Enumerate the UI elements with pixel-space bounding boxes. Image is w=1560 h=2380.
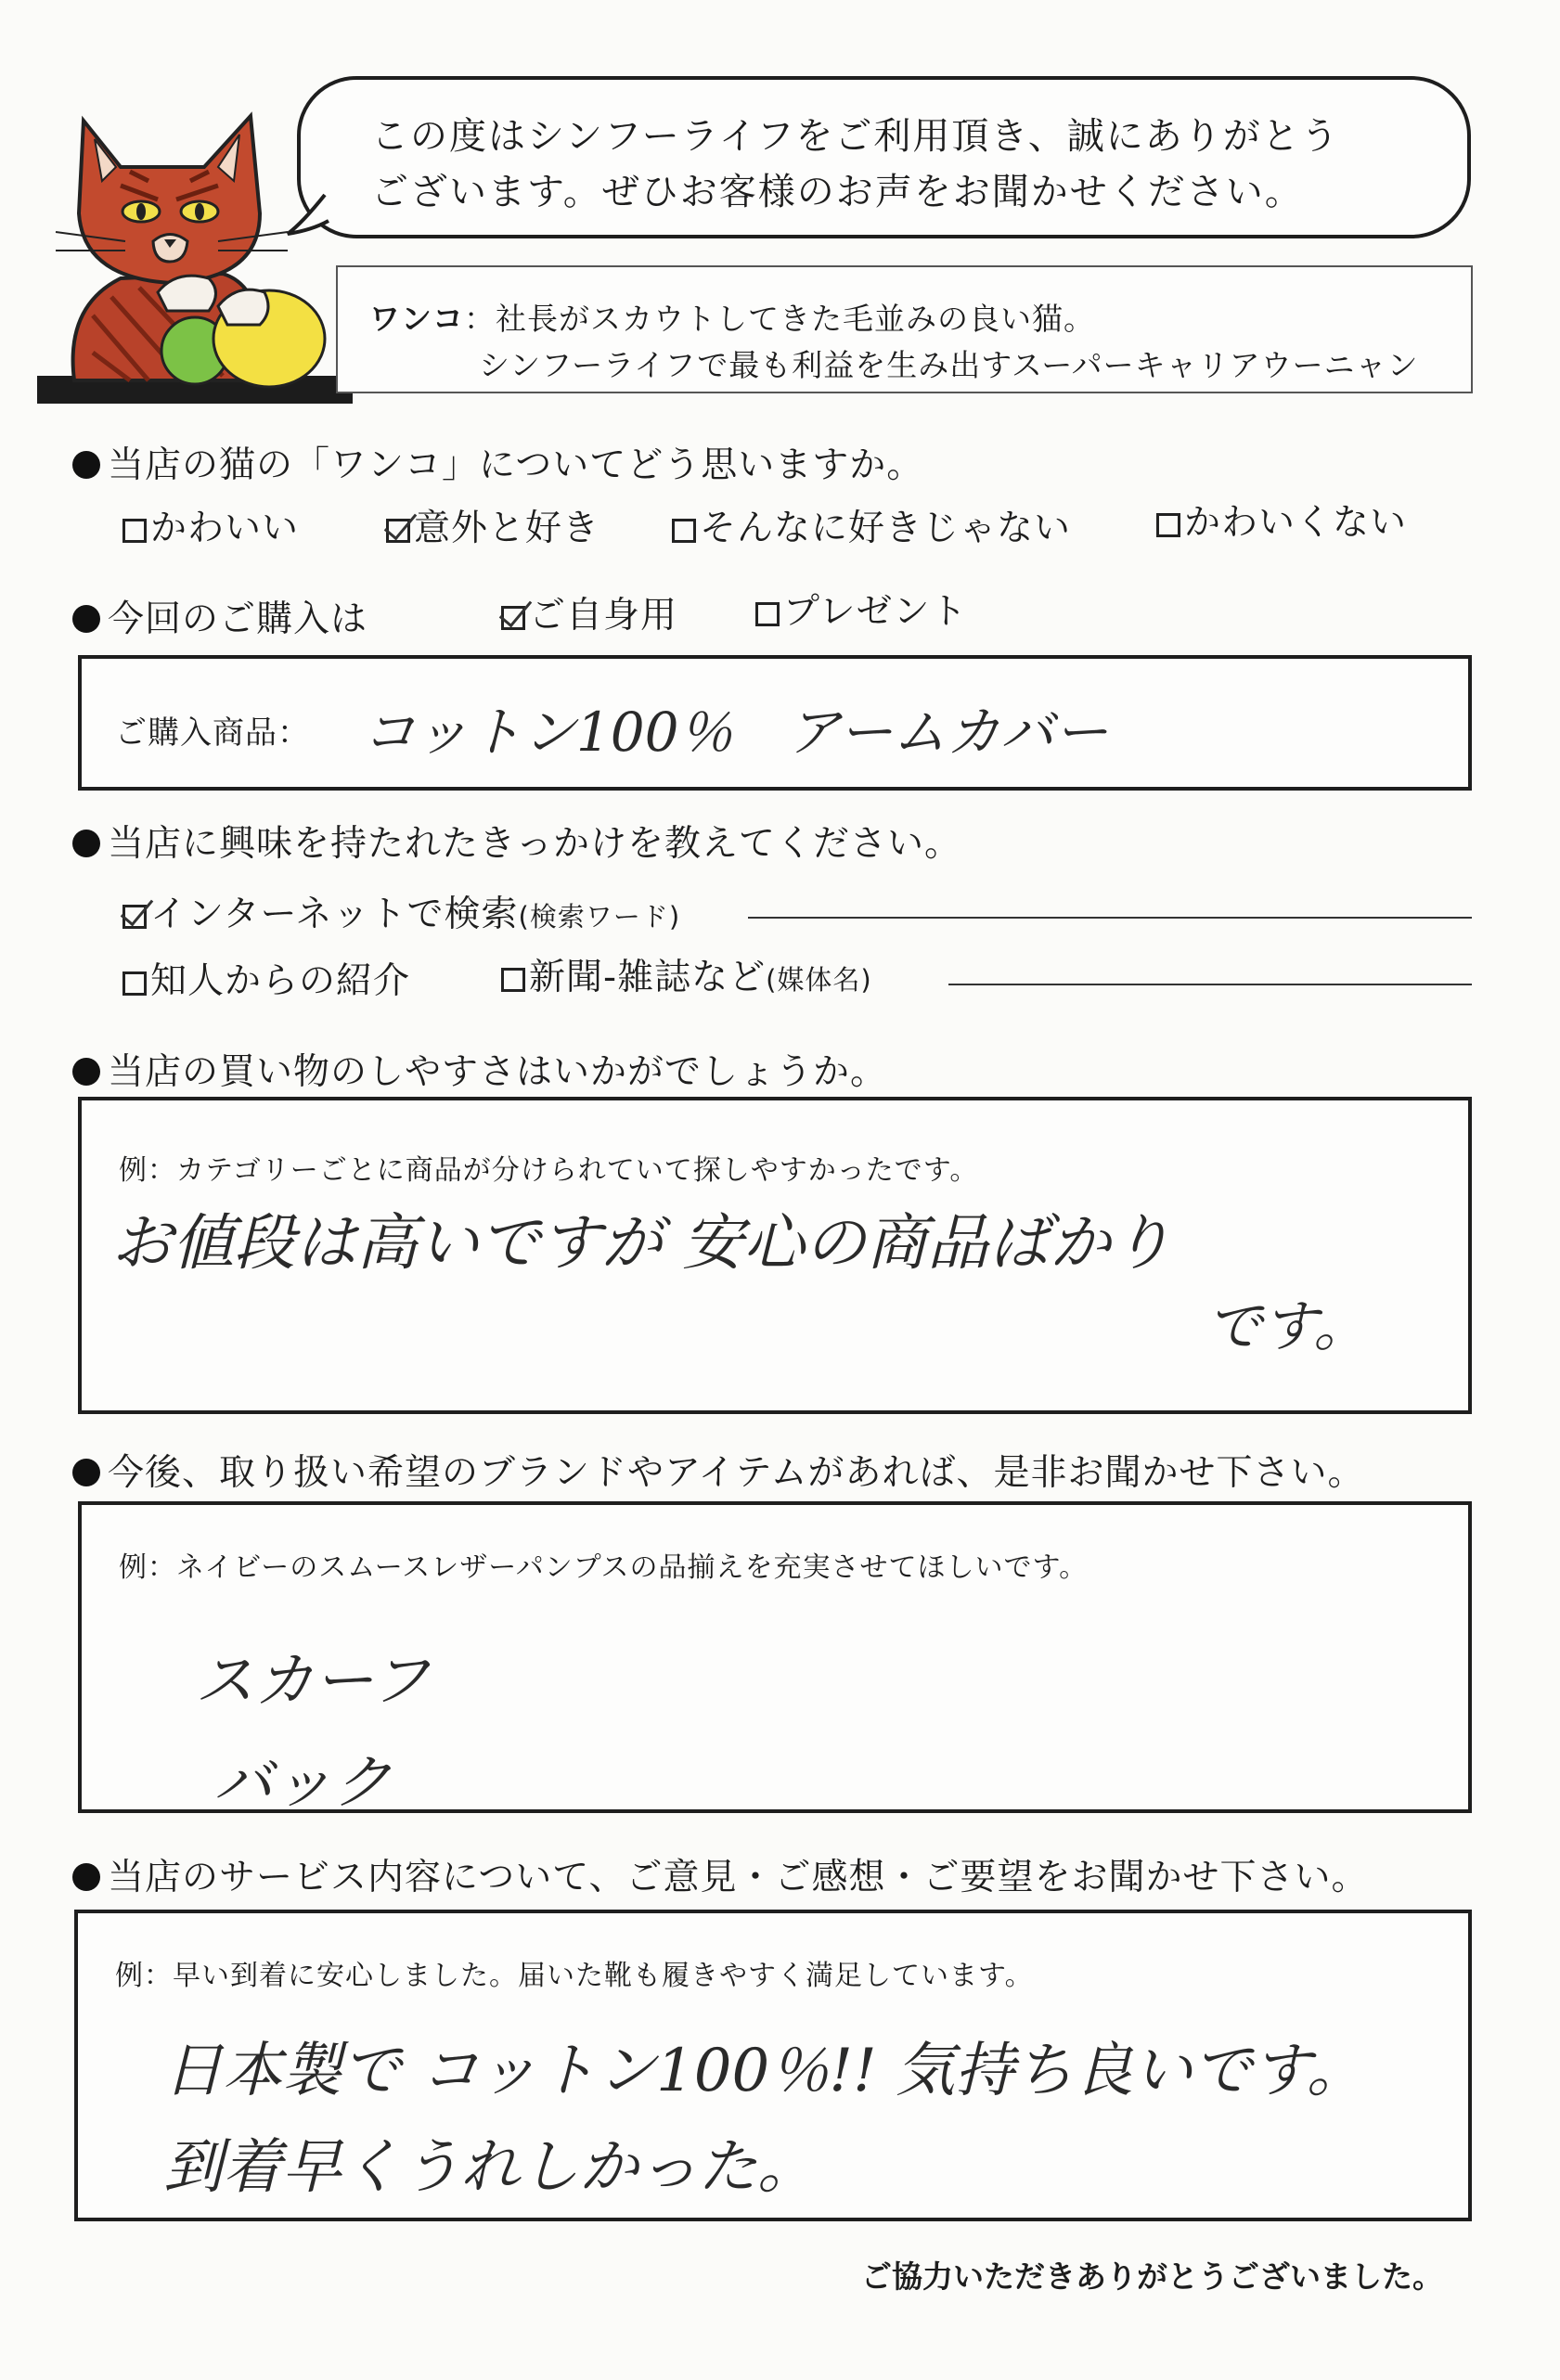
bullet-icon <box>72 605 100 633</box>
requested-items-answer-1: スカーフ <box>195 1647 430 1716</box>
checkbox-checked-icon[interactable] <box>501 606 525 630</box>
question-requested-items: 今後、取り扱い希望のブランドやアイテムがあれば、是非お聞かせ下さい。 <box>72 1444 1365 1496</box>
requested-items-example: 例：ネイビーのスムースレザーパンプスの品揃えを充実させてほしいです。 <box>119 1551 1089 1584</box>
speech-bubble-tail <box>284 186 330 241</box>
question-cat-opinion: 当店の猫の「ワンコ」についてどう思いますか。 <box>72 436 923 488</box>
ease-of-shopping-answer-line-1: お値段は高いですが 安心の商品ばかり <box>111 1207 1172 1279</box>
checkbox-checked-icon[interactable] <box>122 905 147 929</box>
bullet-icon <box>72 1863 100 1891</box>
ease-of-shopping-example: 例：カテゴリーごとに商品が分けられていて探しやすかったです。 <box>119 1154 979 1187</box>
checkbox-icon[interactable] <box>501 968 525 992</box>
search-word-line[interactable] <box>748 917 1472 919</box>
bullet-icon <box>72 1058 100 1086</box>
checkbox-checked-icon[interactable] <box>386 519 410 543</box>
checkbox-icon[interactable] <box>755 602 780 626</box>
option-jishin-yo[interactable]: ご自身用 <box>501 586 677 638</box>
option-kawaikunai[interactable]: かわいくない <box>1156 494 1407 546</box>
mascot-name: ワンコ <box>369 301 464 337</box>
service-feedback-answer-line-2: 到着早くうれしかった。 <box>163 2133 817 2202</box>
thank-you-footer: ご協力いただきありがとうございました。 <box>861 2258 1443 2295</box>
option-kawaii[interactable]: かわいい <box>122 499 299 551</box>
bullet-icon <box>72 830 100 857</box>
option-friend-referral[interactable]: 知人からの紹介 <box>122 952 410 1004</box>
ease-of-shopping-answer-line-2: です。 <box>1206 1294 1370 1359</box>
checkbox-icon[interactable] <box>672 519 696 543</box>
checkbox-icon[interactable] <box>122 971 147 996</box>
question-purchase-purpose: 今回のご購入は <box>72 590 367 642</box>
option-newspaper-magazine[interactable]: 新聞-雑誌など(媒体名) <box>501 948 872 1000</box>
option-internet-search[interactable]: インターネットで検索(検索ワード) <box>122 885 680 937</box>
bullet-icon <box>72 451 100 479</box>
question-service-feedback: 当店のサービス内容について、ご意見・ご感想・ご要望をお聞かせ下さい。 <box>72 1848 1368 1900</box>
requested-items-answer-2: バック <box>213 1749 392 1818</box>
bullet-icon <box>72 1459 100 1486</box>
mascot-description-line-1: ワンコ：社長がスカウトしてきた毛並みの良い猫。 <box>369 301 1095 337</box>
purchased-product-value[interactable]: コットン100％ アームカバー <box>362 701 1108 764</box>
purchased-product-label: ご購入商品： <box>115 714 310 752</box>
media-name-line[interactable] <box>948 984 1472 985</box>
mascot-description-line-2: シンフーライフで最も利益を生み出すスーパーキャリアウーニャン <box>479 347 1419 383</box>
option-igai-to-suki[interactable]: 意外と好き <box>386 499 600 551</box>
option-present[interactable]: プレゼント <box>755 583 967 635</box>
service-feedback-answer-line-1: 日本製で コットン100％!! 気持ち良いです。 <box>163 2037 1366 2105</box>
option-sonnani-suki-janai[interactable]: そんなに好きじゃない <box>672 499 1071 551</box>
checkbox-icon[interactable] <box>122 519 147 543</box>
service-feedback-example: 例：早い到着に安心しました。届いた靴も履きやすく満足しています。 <box>115 1960 1034 1992</box>
greeting-line-2: ございます。ぜひお客様のお声をお聞かせください。 <box>371 171 1304 213</box>
greeting-line-1: この度はシンフーライフをご利用頂き、誠にありがとう <box>371 115 1340 158</box>
question-trigger: 当店に興味を持たれたきっかけを教えてください。 <box>72 815 961 867</box>
question-ease-of-shopping: 当店の買い物のしやすさはいかがでしょうか。 <box>72 1043 887 1095</box>
checkbox-icon[interactable] <box>1156 513 1180 537</box>
